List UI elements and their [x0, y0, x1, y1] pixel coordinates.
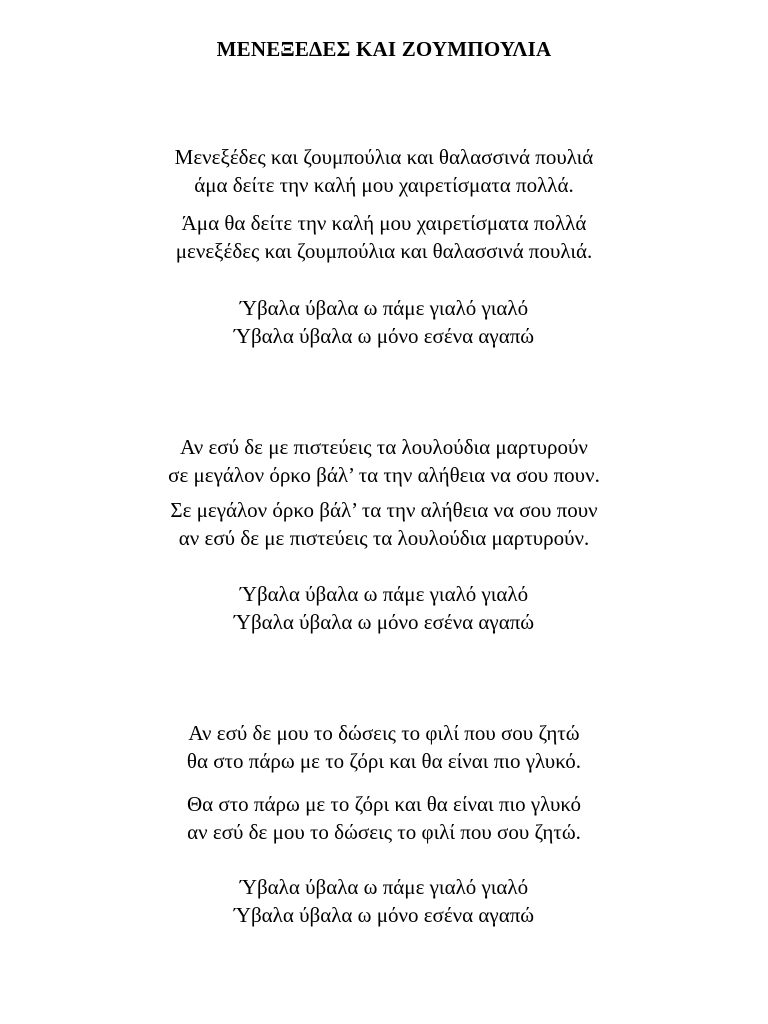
verse-3-stanza-b-line-1: Θα στο πάρω με το ζόρι και θα είναι πιο γλυκό [187, 792, 581, 816]
verse-3-refrain-line-1: Ύβαλα ύβαλα ω πάμε γιαλό γιαλό [239, 875, 529, 899]
verse-1-stanza-b-line-1: Άμα θα δείτε την καλή μου χαιρετίσματα πολλά [181, 211, 587, 235]
page-title: ΜΕΝΕΞΕΔΕΣ ΚΑΙ ΖΟΥΜΠΟΥΛΙΑ [216, 37, 552, 61]
verse-1-stanza-b-line-2: μενεξέδες και ζουμπούλια και θαλασσινά πουλιά. [175, 239, 593, 263]
verse-2-refrain-line-2: Ύβαλα ύβαλα ω μόνο εσένα αγαπώ [233, 610, 535, 634]
verse-1-refrain-line-1: Ύβαλα ύβαλα ω πάμε γιαλό γιαλό [239, 296, 529, 320]
verse-2-refrain-line-1: Ύβαλα ύβαλα ω πάμε γιαλό γιαλό [239, 582, 529, 606]
verse-2-stanza-a-line-2: σε μεγάλον όρκο βάλ’ τα την αλήθεια να σου πουν. [168, 463, 600, 487]
verse-2-stanza-b-line-2: αν εσύ δε με πιστεύεις τα λουλούδια μαρτυρούν. [178, 526, 590, 550]
verse-1-stanza-a-line-1: Μενεξέδες και ζουμπούλια και θαλασσινά πουλιά [174, 145, 594, 169]
verse-3-refrain-line-2: Ύβαλα ύβαλα ω μόνο εσένα αγαπώ [233, 903, 535, 927]
verse-2-stanza-b-line-1: Σε μεγάλον όρκο βάλ’ τα την αλήθεια να σου πουν [170, 498, 598, 522]
verse-2-stanza-a-line-1: Αν εσύ δε με πιστεύεις τα λουλούδια μαρτυρούν [180, 435, 588, 459]
verse-3-stanza-a-line-2: θα στο πάρω με το ζόρι και θα είναι πιο γλυκό. [186, 749, 582, 773]
verse-1-stanza-a-line-2: άμα δείτε την καλή μου χαιρετίσματα πολλά. [194, 173, 574, 197]
verse-3-stanza-b-line-2: αν εσύ δε μου το δώσεις το φιλί που σου ζητώ. [187, 820, 581, 844]
verse-3-stanza-a-line-1: Αν εσύ δε μου το δώσεις το φιλί που σου ζητώ [188, 721, 580, 745]
verse-1-refrain-line-2: Ύβαλα ύβαλα ω μόνο εσένα αγαπώ [233, 324, 535, 348]
